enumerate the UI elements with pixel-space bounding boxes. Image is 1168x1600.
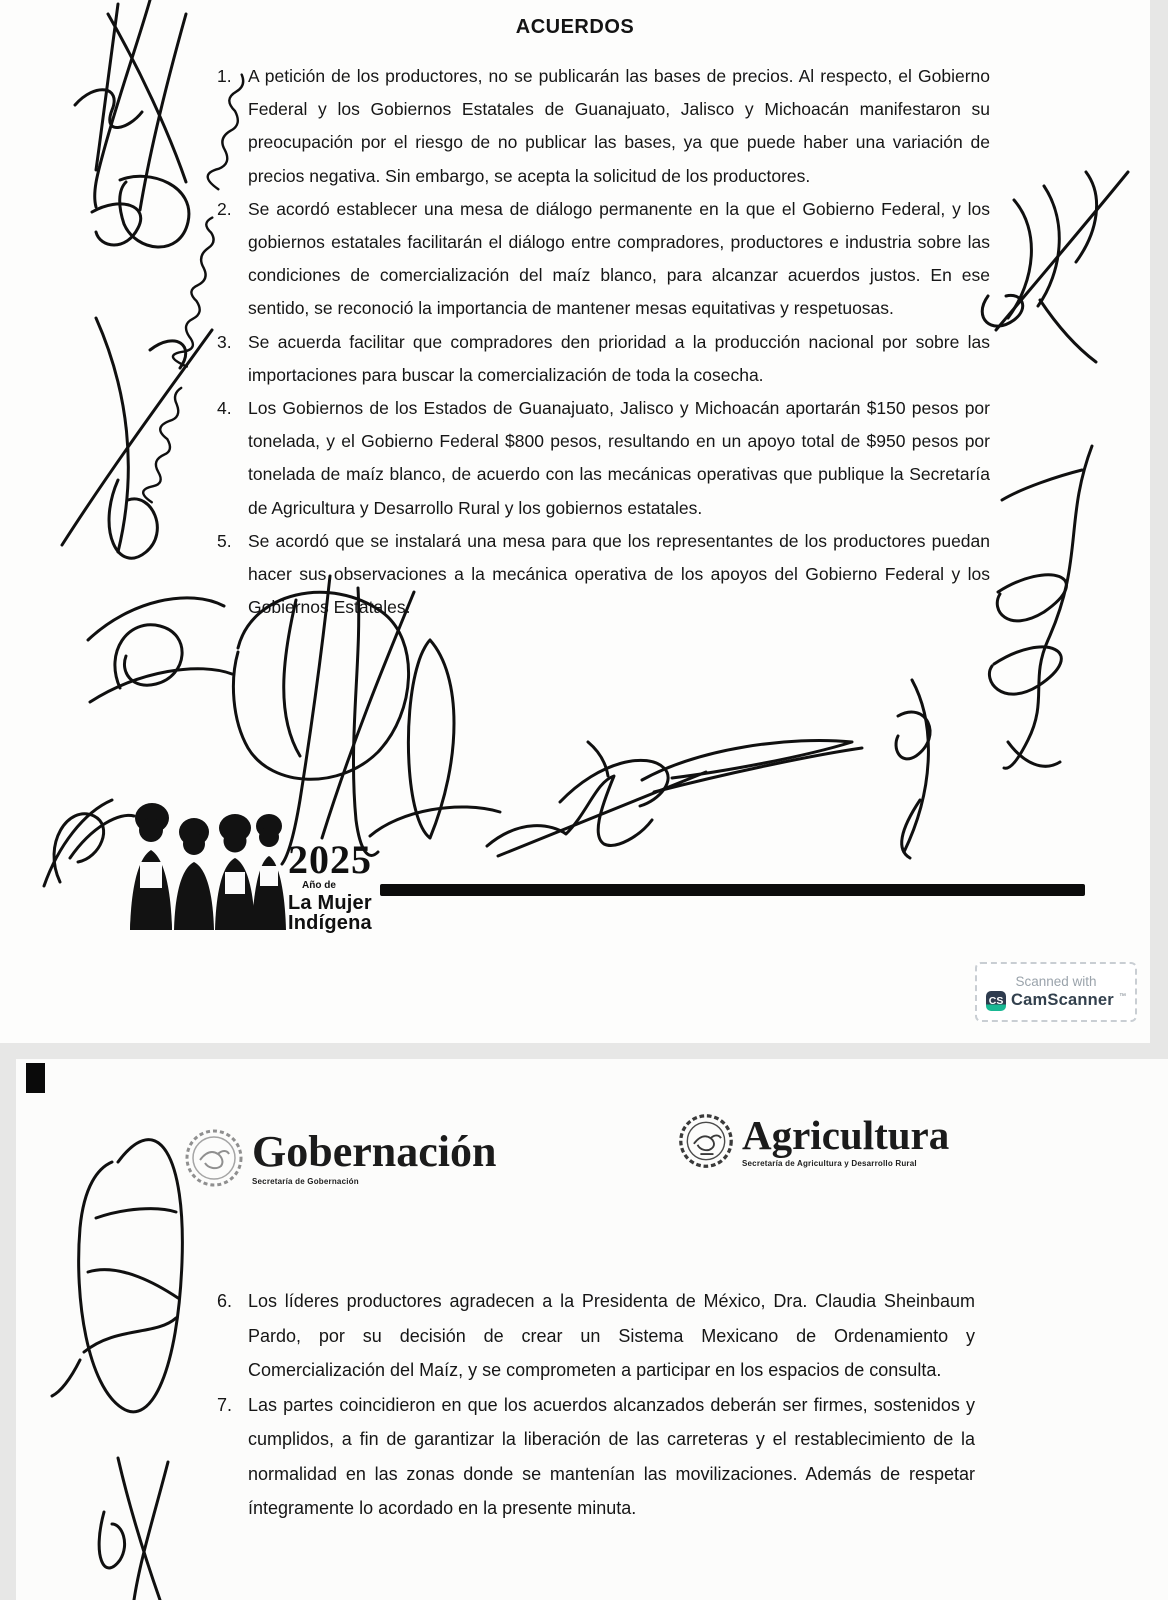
agricultura-subtitle: Secretaría de Agricultura y Desarrollo Rural [742,1158,917,1168]
item-number: 4. [217,398,232,419]
logo-2025-text [288,837,372,934]
logo-2025-mujer-indigena [118,792,372,933]
page-title: ACUERDOS [515,16,635,38]
women-2025-icon [118,792,286,930]
logo-line-ano-de: Año de [302,880,336,891]
camscanner-scanned-with: Scanned with [1015,973,1097,989]
agricultura-seal-icon [678,1113,734,1169]
logo-line-la-mujer: La Mujer [288,892,372,914]
item-text: Se acordó establecer una mesa de diálogo permanente en la que el Gobierno Federal, y los gobiernos estatales facilitarán el diálogo entre compradores, productores e industria sobre las condiciones de comercialización del maíz blanco, para alcanzar acuerdos justos. En ese sentido, se reconoció la importancia de mantener mesas equitativas y respetuosas. [248,198,990,319]
item-number: 7. [217,1394,233,1415]
gobernacion-seal-icon [184,1128,244,1188]
item-text: Las partes coincidieron en que los acuerdos alcanzados deberán ser firmes, sostenidos y cumplidos, a fin de garantizar la liberación de las carreteras y el restablecimiento de la normalidad en las zonas donde se mantenían las movilizaciones. Además de respetar íntegramente lo acordado en la presente minuta. [248,1394,975,1518]
item-text: A petición de los productores, no se publicarán las bases de precios. Al respecto, el Gobierno Federal y los Gobiernos Estatales de Guanajuato, Jalisco y Michoacán manifestaron su preocupación por el riesgo de no publicar las bases, ya que puede haber una variación de precios negativa. Sin embargo, se acepta la solicitud de los productores. [248,66,990,186]
agreements-list-2 [217,1284,992,1526]
logo-year: 2025 [288,837,372,882]
logo-line-indigena: Indígena [288,912,372,934]
list-item [217,326,992,392]
gobernacion-logo [184,1128,496,1188]
item-text: Los Gobiernos de los Estados de Guanajuato, Jalisco y Michoacán aportarán $150 pesos por tonelada, y el Gobierno Federal $800 pesos, resultando en un apoyo total de $950 pesos por tonelada de maíz blanco, de acuerdo con las mecánicas operativas que publique la Secretaría de Agricultura y Desarrollo Rural y los gobiernos estatales. [248,398,990,518]
list-item [217,1284,992,1388]
list-item [217,525,992,625]
camscanner-brand-row [986,991,1126,1011]
item-number: 6. [217,1291,233,1311]
camscanner-badge [975,962,1137,1022]
agricultura-logo [678,1113,949,1169]
scan-artifact-mark [26,1063,45,1093]
item-number: 3. [217,331,232,352]
camscanner-trademark: ™ [1118,992,1126,1000]
list-item [217,60,992,193]
item-text: Se acordó que se instalará una mesa para que los representantes de los productores puedan hacer sus observaciones a la mecánica operativa de los apoyos del Gobierno Federal y los Gobiernos Estatales. [248,530,990,618]
gobernacion-title: Gobernación [252,1127,497,1176]
list-item [217,1388,992,1526]
item-number: 2. [217,198,232,219]
agricultura-title: Agricultura [742,1111,950,1158]
item-text: Se acuerda facilitar que compradores den prioridad a la producción nacional por sobre las importaciones para buscar la comercialización de toda la cosecha. [248,331,990,385]
signature-rule-line [380,884,1085,896]
agreements-list-1 [217,60,992,624]
list-item [217,392,992,525]
camscanner-brand: CamScanner [1011,991,1114,1009]
item-number: 5. [217,530,232,551]
list-item [217,193,992,326]
gobernacion-wordmark [252,1127,497,1186]
item-number: 1. [217,66,232,86]
item-text: Los líderes productores agradecen a la Presidenta de México, Dra. Claudia Sheinbaum Pardo, por su decisión de crear un Sistema Mexicano de Ordenamiento y Comercialización del Maíz, y se comprometen a participar en los espacios de consulta. [248,1291,975,1380]
gobernacion-subtitle: Secretaría de Gobernación [252,1177,359,1186]
cs-camscanner-icon: CS [986,991,1006,1011]
agricultura-wordmark [742,1111,950,1168]
